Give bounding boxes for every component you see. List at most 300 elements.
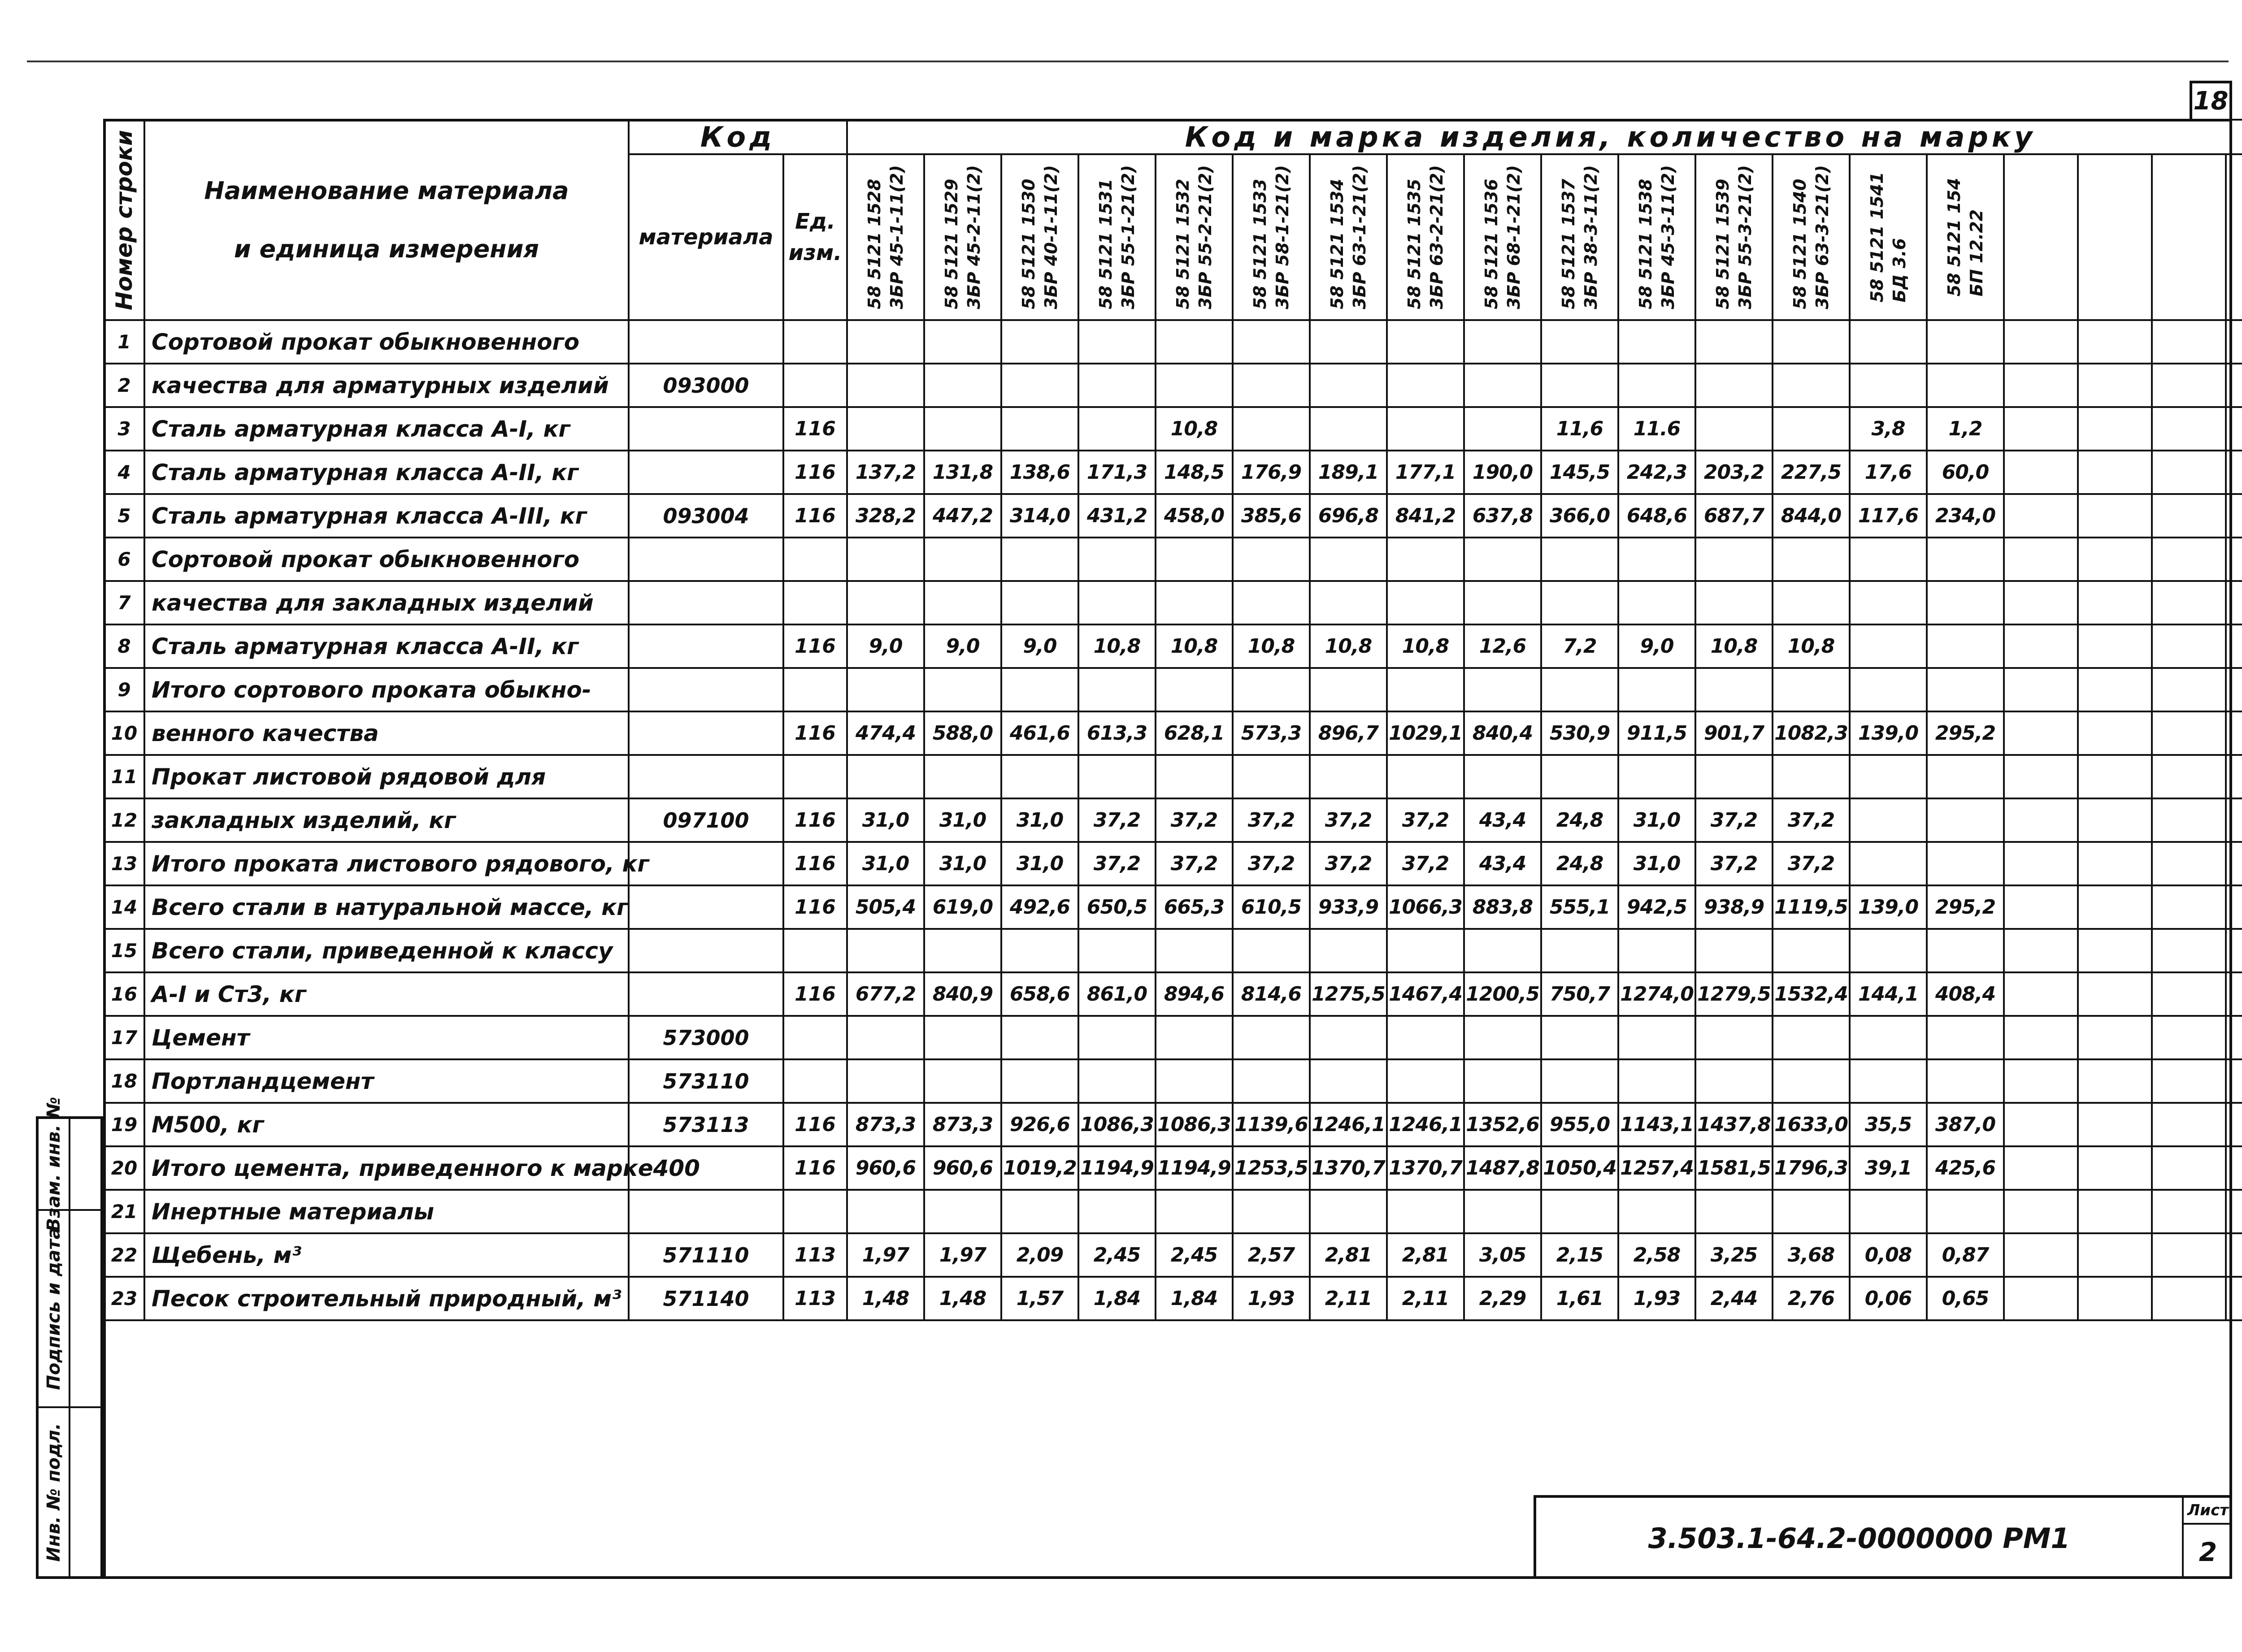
unit-code [783,320,847,364]
empty-cell [2152,1146,2226,1190]
row-number: 5 [104,494,144,538]
quantity-cell: 43,4 [1464,842,1541,885]
empty-header-column [2152,154,2226,320]
quantity-cell [1927,929,2004,972]
quantity-cell [1541,755,1618,798]
material-name: закладных изделий, кг [144,798,629,842]
quantity-cell [1927,624,2004,668]
product-mark: 3БР 40-1-11(2) [1041,165,1061,309]
quantity-cell [1156,538,1233,581]
quantity-cell [1310,1059,1387,1103]
empty-cell [2004,668,2078,711]
stamp-vzam-inv-value [70,1119,100,1211]
table-row [104,624,2242,668]
empty-cell [2078,1016,2152,1059]
quantity-cell [1850,320,1927,364]
quantity-cell [1541,538,1618,581]
product-mark: 3БР 45-3-11(2) [1658,165,1678,309]
quantity-cell: 234,0 [1927,494,2004,538]
quantity-cell [924,1059,1001,1103]
table-row [104,972,2242,1016]
quantity-cell: 588,0 [924,711,1001,755]
quantity-cell [1233,407,1310,451]
material-code [629,755,783,798]
empty-cell [2152,668,2226,711]
products-group-header: Код и марка изделия, количество на марку [847,120,2242,154]
quantity-cell [1850,798,1927,842]
empty-cell [2004,755,2078,798]
quantity-cell: 37,2 [1310,842,1387,885]
quantity-cell: 1246,1 [1310,1103,1387,1146]
quantity-cell: 189,1 [1310,451,1387,494]
quantity-cell [924,538,1001,581]
material-name: Инертные материалы [144,1190,629,1233]
quantity-cell: 37,2 [1773,798,1850,842]
empty-cell [2078,1103,2152,1146]
material-code [629,624,783,668]
quantity-cell [1001,407,1078,451]
table-row [104,711,2242,755]
quantity-cell [1233,755,1310,798]
quantity-cell [1464,1016,1541,1059]
quantity-cell: 31,0 [924,842,1001,885]
quantity-cell [1464,320,1541,364]
quantity-cell: 2,29 [1464,1277,1541,1320]
empty-cell [2226,1103,2242,1146]
quantity-cell: 37,2 [1695,842,1773,885]
row-number: 15 [104,929,144,972]
stamp-podpis-data-value [70,1211,100,1408]
table-row [104,320,2242,364]
quantity-cell: 295,2 [1927,711,2004,755]
product-header-4 [1078,154,1156,320]
quantity-cell [1850,1016,1927,1059]
quantity-cell: 1,57 [1001,1277,1078,1320]
quantity-cell [924,581,1001,624]
quantity-cell [924,755,1001,798]
quantity-cell: 458,0 [1156,494,1233,538]
stamp-podpis-data: Подпись и дата [39,1211,69,1408]
material-name: Итого цемента, приведенного к марке400 [144,1146,629,1190]
quantity-cell [847,581,924,624]
quantity-cell: 37,2 [1156,842,1233,885]
empty-cell [2078,1146,2152,1190]
material-name: М500, кг [144,1103,629,1146]
row-number: 6 [104,538,144,581]
quantity-cell [1156,364,1233,407]
quantity-cell: 1257,4 [1618,1146,1695,1190]
empty-cell [2226,798,2242,842]
quantity-cell: 841,2 [1387,494,1464,538]
quantity-cell: 387,0 [1927,1103,2004,1146]
unit-code [783,1190,847,1233]
empty-cell [2226,1016,2242,1059]
quantity-cell: 9,0 [1618,624,1695,668]
stamp-vzam-inv: Взам. инв. № [39,1119,69,1211]
quantity-cell [1541,1059,1618,1103]
quantity-cell [1464,668,1541,711]
product-header-10 [1541,154,1618,320]
quantity-cell [1695,1016,1773,1059]
quantity-cell: 938,9 [1695,885,1773,929]
quantity-cell: 613,3 [1078,711,1156,755]
quantity-cell [1773,581,1850,624]
quantity-cell [1618,1059,1695,1103]
empty-cell [2152,1103,2226,1146]
quantity-cell [1310,1190,1387,1233]
empty-cell [2226,842,2242,885]
material-name: Портландцемент [144,1059,629,1103]
product-code: 58 5121 1540 [1790,178,1810,309]
empty-cell [2152,885,2226,929]
empty-cell [2226,538,2242,581]
row-number: 17 [104,1016,144,1059]
quantity-cell [1618,364,1695,407]
quantity-cell [847,1190,924,1233]
row-number: 13 [104,842,144,885]
unit-code [783,755,847,798]
material-name: Сталь арматурная класса A-II, кг [144,451,629,494]
empty-cell [2078,624,2152,668]
quantity-cell [1695,1059,1773,1103]
quantity-cell: 10,8 [1695,624,1773,668]
quantity-cell [1695,581,1773,624]
quantity-cell: 10,8 [1156,407,1233,451]
quantity-cell [924,407,1001,451]
quantity-cell [847,755,924,798]
material-code [629,842,783,885]
sheet-label: Лист [2182,1498,2232,1525]
product-header-6 [1233,154,1310,320]
empty-cell [2152,842,2226,885]
quantity-cell [847,1059,924,1103]
product-code: 58 5121 1530 [1019,178,1039,309]
row-number: 20 [104,1146,144,1190]
product-mark: 3БР 55-1-21(2) [1118,165,1138,309]
unit-code: 116 [783,1146,847,1190]
product-code: 58 5121 1528 [865,178,885,309]
quantity-cell: 0,08 [1850,1233,1927,1277]
empty-cell [2004,494,2078,538]
row-number: 18 [104,1059,144,1103]
quantity-cell: 7,2 [1541,624,1618,668]
empty-cell [2078,668,2152,711]
empty-cell [2152,1016,2226,1059]
quantity-cell: 37,2 [1078,842,1156,885]
material-code [629,451,783,494]
quantity-cell [1233,1016,1310,1059]
quantity-cell [1001,1016,1078,1059]
empty-cell [2152,494,2226,538]
quantity-cell [1001,364,1078,407]
quantity-cell: 139,0 [1850,885,1927,929]
row-number: 22 [104,1233,144,1277]
quantity-cell: 1086,3 [1156,1103,1233,1146]
material-name: качества для закладных изделий [144,581,629,624]
quantity-cell: 171,3 [1078,451,1156,494]
quantity-cell [1078,1059,1156,1103]
quantity-cell [1773,538,1850,581]
quantity-cell: 190,0 [1464,451,1541,494]
quantity-cell: 573,3 [1233,711,1310,755]
quantity-cell: 242,3 [1618,451,1695,494]
empty-cell [2078,538,2152,581]
material-code: 573113 [629,1103,783,1146]
quantity-cell [1001,581,1078,624]
quantity-cell [1927,1016,2004,1059]
product-mark: 3БР 63-2-21(2) [1427,165,1447,309]
quantity-cell: 1370,7 [1387,1146,1464,1190]
empty-cell [2078,755,2152,798]
product-mark: БД 3.6 [1890,238,1910,303]
quantity-cell [924,929,1001,972]
empty-cell [2152,364,2226,407]
empty-cell [2152,407,2226,451]
quantity-cell [1464,755,1541,798]
product-code: 58 5121 1529 [942,178,962,309]
quantity-cell: 2,81 [1387,1233,1464,1277]
quantity-cell [1695,407,1773,451]
quantity-cell: 11.6 [1618,407,1695,451]
quantity-cell [1001,320,1078,364]
product-code: 58 5121 1535 [1404,178,1425,309]
quantity-cell [924,1016,1001,1059]
quantity-cell: 1,93 [1618,1277,1695,1320]
row-number: 10 [104,711,144,755]
empty-cell [2004,1146,2078,1190]
quantity-cell: 9,0 [1001,624,1078,668]
quantity-cell: 960,6 [847,1146,924,1190]
quantity-cell [1773,1016,1850,1059]
table-row [104,842,2242,885]
quantity-cell [1618,1190,1695,1233]
quantity-cell: 1532,4 [1773,972,1850,1016]
material-name: Сортовой прокат обыкновенного [144,320,629,364]
empty-cell [2226,885,2242,929]
quantity-cell: 873,3 [847,1103,924,1146]
quantity-cell: 677,2 [847,972,924,1016]
quantity-cell [1233,538,1310,581]
quantity-cell: 328,2 [847,494,924,538]
quantity-cell: 873,3 [924,1103,1001,1146]
product-code: 58 5121 1533 [1250,178,1270,309]
table-row [104,929,2242,972]
quantity-cell: 1019,2 [1001,1146,1078,1190]
quantity-cell: 24,8 [1541,798,1618,842]
quantity-cell [1695,320,1773,364]
product-code: 58 5121 1534 [1327,178,1347,309]
material-code: 097100 [629,798,783,842]
empty-cell [2004,1016,2078,1059]
quantity-cell [1695,755,1773,798]
quantity-cell [924,364,1001,407]
quantity-cell: 894,6 [1156,972,1233,1016]
material-code [629,320,783,364]
quantity-cell: 131,8 [924,451,1001,494]
row-number: 12 [104,798,144,842]
quantity-cell: 844,0 [1773,494,1850,538]
empty-cell [2152,972,2226,1016]
empty-cell [2152,1277,2226,1320]
empty-cell [2078,407,2152,451]
quantity-cell: 37,2 [1310,798,1387,842]
product-code: 58 5121 1531 [1096,178,1116,309]
quantity-cell: 9,0 [847,624,924,668]
quantity-cell: 1275,5 [1310,972,1387,1016]
quantity-cell [1850,624,1927,668]
quantity-cell: 1066,3 [1387,885,1464,929]
empty-cell [2078,364,2152,407]
quantity-cell: 1,97 [924,1233,1001,1277]
material-name: Прокат листовой рядовой для [144,755,629,798]
quantity-cell: 955,0 [1541,1103,1618,1146]
empty-cell [2226,711,2242,755]
quantity-cell [1001,668,1078,711]
quantity-cell [1233,929,1310,972]
quantity-cell: 1139,6 [1233,1103,1310,1146]
quantity-cell [1850,1190,1927,1233]
quantity-cell [1695,929,1773,972]
product-header-12 [1695,154,1773,320]
product-code: 58 5121 1532 [1173,178,1193,309]
empty-cell [2078,1277,2152,1320]
product-header-3 [1001,154,1078,320]
empty-cell [2152,1233,2226,1277]
table-row [104,885,2242,929]
empty-cell [2004,885,2078,929]
quantity-cell [1310,668,1387,711]
quantity-cell [1233,1190,1310,1233]
quantity-cell: 1633,0 [1773,1103,1850,1146]
empty-cell [2226,624,2242,668]
empty-cell [2152,929,2226,972]
quantity-cell [1773,1190,1850,1233]
material-name: качества для арматурных изделий [144,364,629,407]
empty-cell [2226,668,2242,711]
material-name: Песок строительный природный, м³ [144,1277,629,1320]
quantity-cell: 148,5 [1156,451,1233,494]
empty-cell [2004,711,2078,755]
material-code [629,885,783,929]
quantity-cell: 896,7 [1310,711,1387,755]
quantity-cell [847,320,924,364]
product-code: 58 5121 1537 [1559,178,1579,309]
product-mark: 3БР 55-3-21(2) [1735,165,1755,309]
empty-cell [2078,711,2152,755]
quantity-cell: 1,84 [1078,1277,1156,1320]
quantity-cell: 2,57 [1233,1233,1310,1277]
empty-cell [2152,1190,2226,1233]
empty-cell [2004,972,2078,1016]
quantity-cell: 37,2 [1387,798,1464,842]
quantity-cell: 2,44 [1695,1277,1773,1320]
quantity-cell [1387,668,1464,711]
stamp-inv-podl: Инв. № подл. [43,1422,64,1562]
document-code: 3.503.1-64.2-0000000 РМ1 [1648,1522,2070,1555]
empty-cell [2152,798,2226,842]
quantity-cell [1927,1059,2004,1103]
empty-cell [2078,451,2152,494]
quantity-cell: 0,65 [1927,1277,2004,1320]
quantity-cell [1618,1016,1695,1059]
product-code: 58 5121 154 [1944,178,1964,297]
table-row [104,494,2242,538]
quantity-cell [1541,1016,1618,1059]
product-header-1 [847,154,924,320]
table-row [104,538,2242,581]
quantity-cell: 10,8 [1773,624,1850,668]
quantity-cell [1541,320,1618,364]
table-row [104,364,2242,407]
empty-cell [2078,798,2152,842]
material-name: венного качества [144,711,629,755]
quantity-cell: 1050,4 [1541,1146,1618,1190]
quantity-cell: 901,7 [1695,711,1773,755]
quantity-cell: 145,5 [1541,451,1618,494]
quantity-cell: 1246,1 [1387,1103,1464,1146]
quantity-cell [1850,668,1927,711]
quantity-cell: 2,11 [1310,1277,1387,1320]
quantity-cell: 314,0 [1001,494,1078,538]
row-number: 9 [104,668,144,711]
quantity-cell [1078,538,1156,581]
quantity-cell: 1029,1 [1387,711,1464,755]
material-code [629,538,783,581]
quantity-cell [1773,407,1850,451]
empty-cell [2226,494,2242,538]
unit-code [783,1016,847,1059]
quantity-cell [1233,581,1310,624]
table-row [104,755,2242,798]
unit-code: 116 [783,407,847,451]
empty-cell [2004,320,2078,364]
empty-cell [2004,1233,2078,1277]
material-code [629,929,783,972]
quantity-cell [1464,364,1541,407]
quantity-cell [1156,668,1233,711]
material-code [629,581,783,624]
quantity-cell [1387,1059,1464,1103]
unit-code [783,364,847,407]
product-code: 58 5121 1536 [1482,178,1502,309]
quantity-cell [1927,755,2004,798]
quantity-cell: 31,0 [1618,842,1695,885]
table-row [104,1103,2242,1146]
quantity-cell [1850,755,1927,798]
quantity-cell: 10,8 [1078,624,1156,668]
empty-cell [2004,364,2078,407]
row-number: 19 [104,1103,144,1146]
empty-cell [2152,538,2226,581]
row-number: 8 [104,624,144,668]
quantity-cell: 2,58 [1618,1233,1695,1277]
quantity-cell [1464,1190,1541,1233]
quantity-cell [1541,1190,1618,1233]
table-row [104,1146,2242,1190]
quantity-cell: 461,6 [1001,711,1078,755]
table-row [104,581,2242,624]
unit-code: 116 [783,842,847,885]
quantity-cell: 9,0 [924,624,1001,668]
quantity-cell [1387,929,1464,972]
quantity-cell: 10,8 [1233,624,1310,668]
material-code: 573110 [629,1059,783,1103]
material-code [629,1190,783,1233]
top-rule [27,61,2229,62]
quantity-cell: 840,9 [924,972,1001,1016]
quantity-cell [1927,842,2004,885]
product-code: 58 5121 1538 [1636,178,1656,309]
